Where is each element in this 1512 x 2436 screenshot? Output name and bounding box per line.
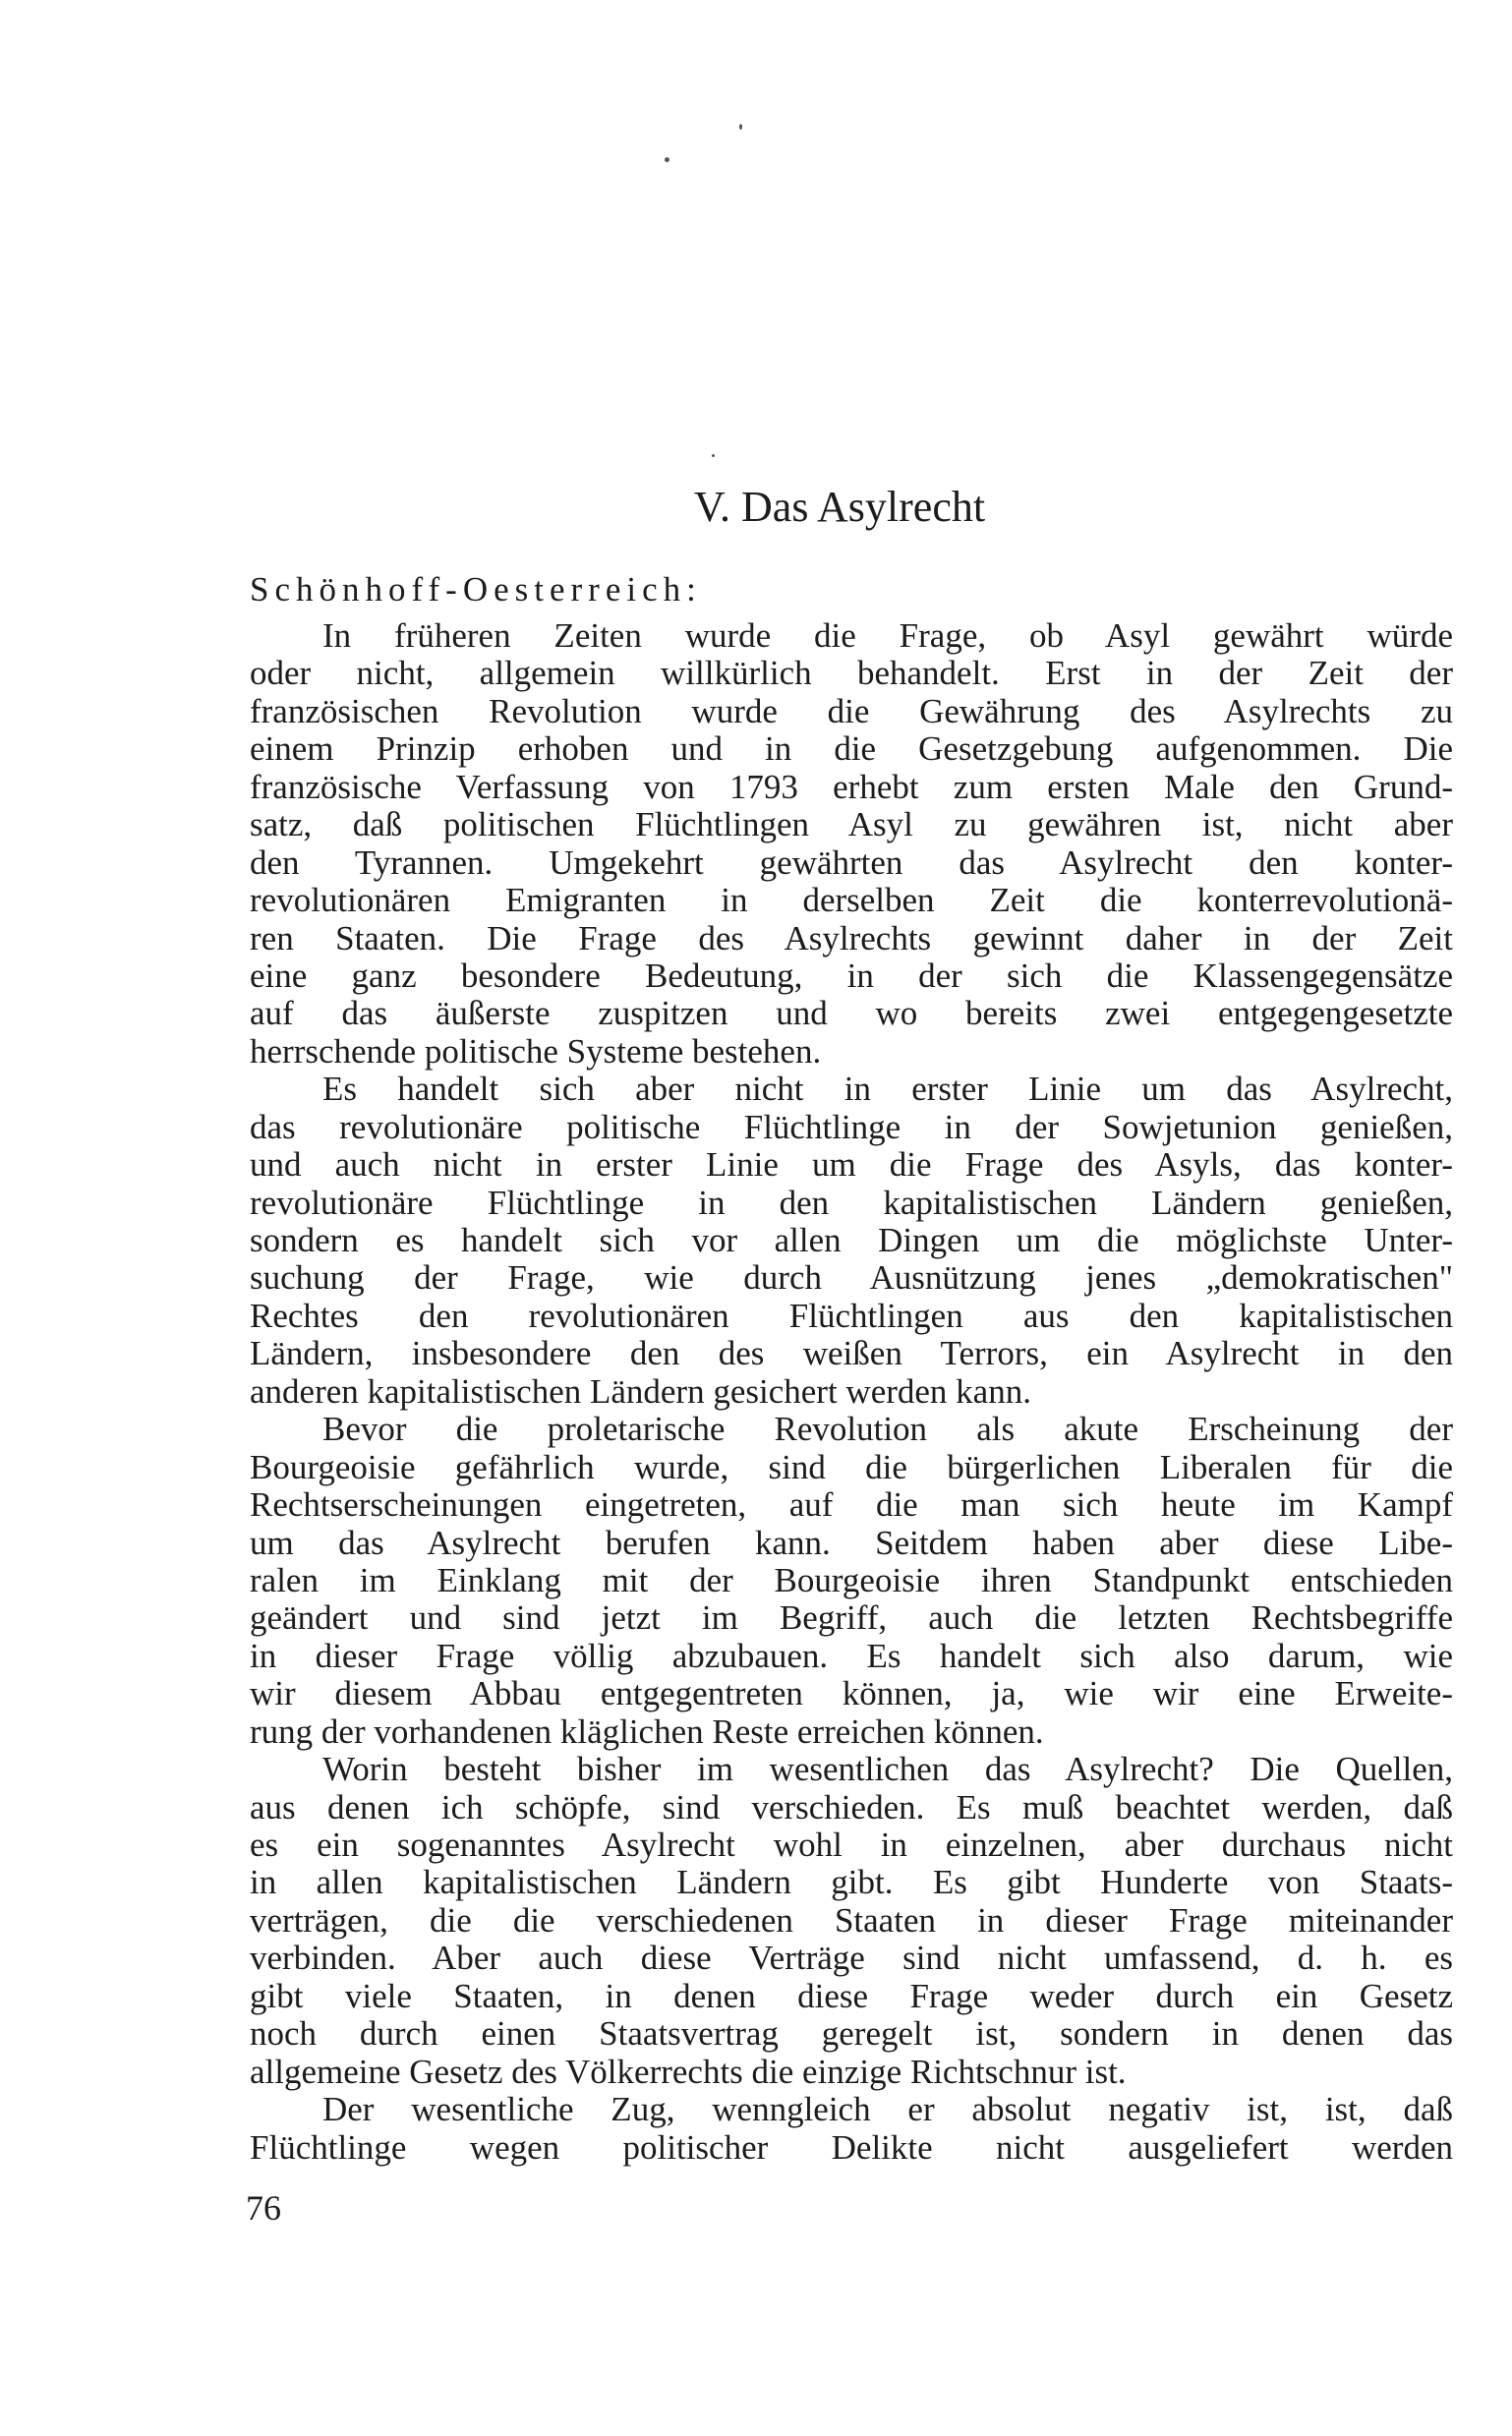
text-line: französische Verfassung von 1793 erhebt zum ersten Male den Grund- <box>250 768 1453 806</box>
text-line: suchung der Frage, wie durch Ausnützung jenes „demokratischen" <box>250 1259 1453 1298</box>
text-line: allgemeine Gesetz des Völkerrechts die einzige Richtschnur ist. <box>250 2053 1127 2091</box>
text-line: den Tyrannen. Umgekehrt gewährten das Asylrecht den konter- <box>250 843 1453 882</box>
text-line: Worin besteht bisher im wesentlichen das Asylrecht? Die Quellen, <box>322 1751 1453 1789</box>
text-line: das revolutionäre politische Flüchtlinge in der Sowjetunion genießen, <box>250 1108 1453 1146</box>
text-line: Der wesentliche Zug, wenngleich er absolut negativ ist, ist, daß <box>322 2091 1453 2129</box>
page-number: 76 <box>246 2188 281 2228</box>
text-line: oder nicht, allgemein willkürlich behandelt. Erst in der Zeit der <box>250 655 1453 693</box>
text-line: aus denen ich schöpfe, sind verschieden. Es muß beachtet werden, daß <box>250 1788 1453 1827</box>
text-line: Bourgeoisie gefährlich wurde, sind die bürgerlichen Liberalen für die <box>250 1448 1453 1486</box>
text-line: auf das äußerste zuspitzen und wo bereits zwei entgegengesetzte <box>250 995 1453 1033</box>
chapter-title: V. Das Asylrecht <box>693 483 986 531</box>
text-line: revolutionären Emigranten in derselben Zeit die konterrevolutionä- <box>250 882 1453 920</box>
body-text <box>250 617 1453 2167</box>
text-line: einem Prinzip erhoben und in die Gesetzgebung aufgenommen. Die <box>250 730 1453 769</box>
text-line: revolutionäre Flüchtlinge in den kapitalistischen Ländern genießen, <box>250 1184 1453 1222</box>
text-line: wir diesem Abbau entgegentreten können, ja, wie wir eine Erweite- <box>250 1675 1453 1713</box>
text-line: ralen im Einklang mit der Bourgeoisie ihren Standpunkt entschieden <box>250 1561 1453 1599</box>
text-line: satz, daß politischen Flüchtlingen Asyl zu gewähren ist, nicht aber <box>250 806 1453 844</box>
text-line: sondern es handelt sich vor allen Dingen um die möglichste Unter- <box>250 1222 1453 1259</box>
scan-speck <box>665 157 669 162</box>
text-line: um das Asylrecht berufen kann. Seitdem haben aber diese Libe- <box>250 1524 1453 1562</box>
speaker-name: Schönhoff-Oesterreich: <box>250 570 702 609</box>
text-line: Rechtes den revolutionären Flüchtlingen aus den kapitalistischen <box>250 1297 1453 1335</box>
text-line: Flüchtlinge wegen politischer Delikte nicht ausgeliefert werden <box>250 2128 1453 2167</box>
text-line: anderen kapitalistischen Ländern gesichert werden kann. <box>250 1372 1031 1411</box>
text-line: herrschende politische Systeme bestehen. <box>250 1032 822 1071</box>
text-line: geändert und sind jetzt im Begriff, auch die letzten Rechtsbegriffe <box>250 1599 1453 1638</box>
text-line: verträgen, die die verschiedenen Staaten in dieser Frage miteinander <box>250 1901 1453 1940</box>
text-line: eine ganz besondere Bedeutung, in der sich die Klassengegensätze <box>250 957 1453 995</box>
scan-speck <box>712 454 715 457</box>
text-line: es ein sogenanntes Asylrecht wohl in einzelnen, aber durchaus nicht <box>250 1827 1453 1864</box>
text-line: Ländern, insbesondere den des weißen Terrors, ein Asylrecht in den <box>250 1335 1453 1373</box>
text-line: rung der vorhandenen kläglichen Reste erreichen können. <box>250 1712 1044 1751</box>
text-line: ren Staaten. Die Frage des Asylrechts gewinnt daher in der Zeit <box>250 919 1453 957</box>
scan-speck <box>739 124 742 130</box>
text-line: und auch nicht in erster Linie um die Frage des Asyls, das konter- <box>250 1146 1453 1185</box>
text-line: Rechtserscheinungen eingetreten, auf die man sich heute im Kampf <box>250 1486 1453 1525</box>
text-line: in allen kapitalistischen Ländern gibt. Es gibt Hunderte von Staats- <box>250 1864 1453 1902</box>
text-line: In früheren Zeiten wurde die Frage, ob Asyl gewährt würde <box>322 617 1453 655</box>
text-line: Bevor die proletarische Revolution als akute Erscheinung der <box>322 1411 1453 1449</box>
text-line: gibt viele Staaten, in denen diese Frage weder durch ein Gesetz <box>250 1977 1453 2015</box>
text-line: französischen Revolution wurde die Gewährung des Asylrechts zu <box>250 692 1453 730</box>
text-line: noch durch einen Staatsvertrag geregelt ist, sondern in denen das <box>250 2015 1453 2054</box>
text-line: verbinden. Aber auch diese Verträge sind nicht umfassend, d. h. es <box>250 1940 1453 1978</box>
text-line: Es handelt sich aber nicht in erster Linie um das Asylrecht, <box>322 1071 1453 1109</box>
text-line: in dieser Frage völlig abzubauen. Es handelt sich also darum, wie <box>250 1637 1453 1675</box>
